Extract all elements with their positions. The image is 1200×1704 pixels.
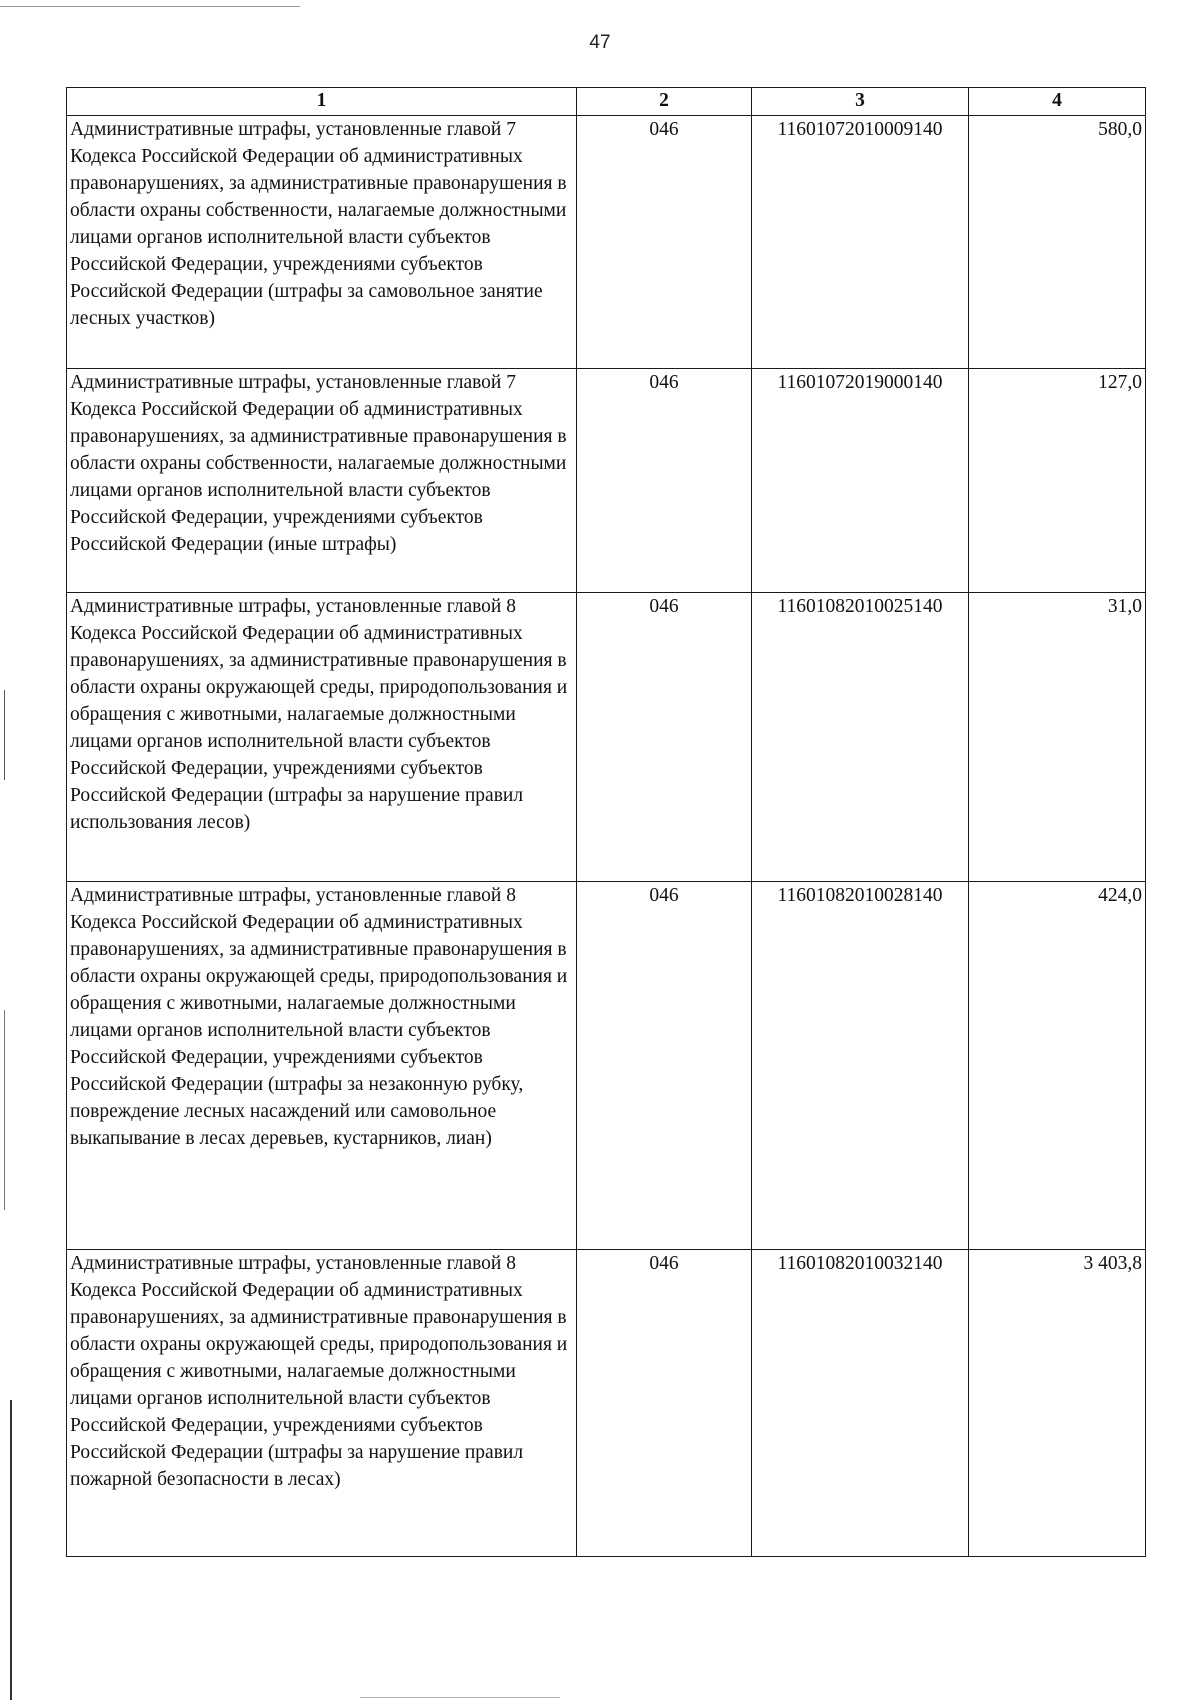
- table-row: [67, 882, 1146, 1250]
- column-header-2: 2: [577, 88, 752, 116]
- revenue-description: Административные штрафы, установленные главой 7 Кодекса Российской Федерации об административных правонарушениях, за административные правонарушения в области охраны собственности, налагаемые должностными лицами органов исполнительной власти субъектов Российской Федерации, учреждениями субъектов Российской Федерации (штрафы за самовольное занятие лесных участков): [67, 116, 577, 369]
- table-row: [67, 369, 1146, 593]
- column-header-3: 3: [752, 88, 969, 116]
- revenue-description: Административные штрафы, установленные главой 8 Кодекса Российской Федерации об административных правонарушениях, за административные правонарушения в области охраны окружающей среды, природопользования и обращения с животными, налагаемые должностными лицами органов исполнительной власти субъектов Российской Федерации, учреждениями субъектов Российской Федерации (штрафы за нарушение правил использования лесов): [67, 593, 577, 882]
- page-number: 47: [589, 32, 611, 53]
- amount-value: 31,0: [969, 593, 1146, 882]
- revenue-description: Административные штрафы, установленные главой 8 Кодекса Российской Федерации об административных правонарушениях, за административные правонарушения в области охраны окружающей среды, природопользования и обращения с животными, налагаемые должностными лицами органов исполнительной власти субъектов Российской Федерации, учреждениями субъектов Российской Федерации (штрафы за нарушение правил пожарной безопасности в лесах): [67, 1250, 577, 1557]
- administrator-code: 046: [577, 882, 752, 1250]
- budget-classification-code: 11601082010025140: [752, 593, 969, 882]
- scan-artifact-line: [10, 1400, 12, 1700]
- budget-classification-code: 11601082010028140: [752, 882, 969, 1250]
- table-row: [67, 593, 1146, 882]
- budget-revenue-table: [66, 87, 1146, 1557]
- budget-classification-code: 11601072019000140: [752, 369, 969, 593]
- scan-artifact-line: [4, 1010, 5, 1210]
- table-row: [67, 1250, 1146, 1557]
- revenue-description: Административные штрафы, установленные главой 7 Кодекса Российской Федерации об административных правонарушениях, за административные правонарушения в области охраны собственности, налагаемые должностными лицами органов исполнительной власти субъектов Российской Федерации, учреждениями субъектов Российской Федерации (иные штрафы): [67, 369, 577, 593]
- administrator-code: 046: [577, 116, 752, 369]
- table-header-row: [67, 88, 1146, 116]
- table-row: [67, 116, 1146, 369]
- amount-value: 580,0: [969, 116, 1146, 369]
- amount-value: 3 403,8: [969, 1250, 1146, 1557]
- column-header-1: 1: [67, 88, 577, 116]
- revenue-description: Административные штрафы, установленные главой 8 Кодекса Российской Федерации об административных правонарушениях, за административные правонарушения в области охраны окружающей среды, природопользования и обращения с животными, налагаемые должностными лицами органов исполнительной власти субъектов Российской Федерации, учреждениями субъектов Российской Федерации (штрафы за незаконную рубку, повреждение лесных насаждений или самовольное выкапывание в лесах деревьев, кустарников, лиан): [67, 882, 577, 1250]
- amount-value: 424,0: [969, 882, 1146, 1250]
- budget-classification-code: 11601082010032140: [752, 1250, 969, 1557]
- scan-artifact-line: [0, 6, 300, 7]
- scan-artifact-line: [360, 1697, 560, 1698]
- administrator-code: 046: [577, 1250, 752, 1557]
- budget-classification-code: 11601072010009140: [752, 116, 969, 369]
- column-header-4: 4: [969, 88, 1146, 116]
- administrator-code: 046: [577, 369, 752, 593]
- administrator-code: 046: [577, 593, 752, 882]
- amount-value: 127,0: [969, 369, 1146, 593]
- scan-artifact-line: [4, 690, 5, 780]
